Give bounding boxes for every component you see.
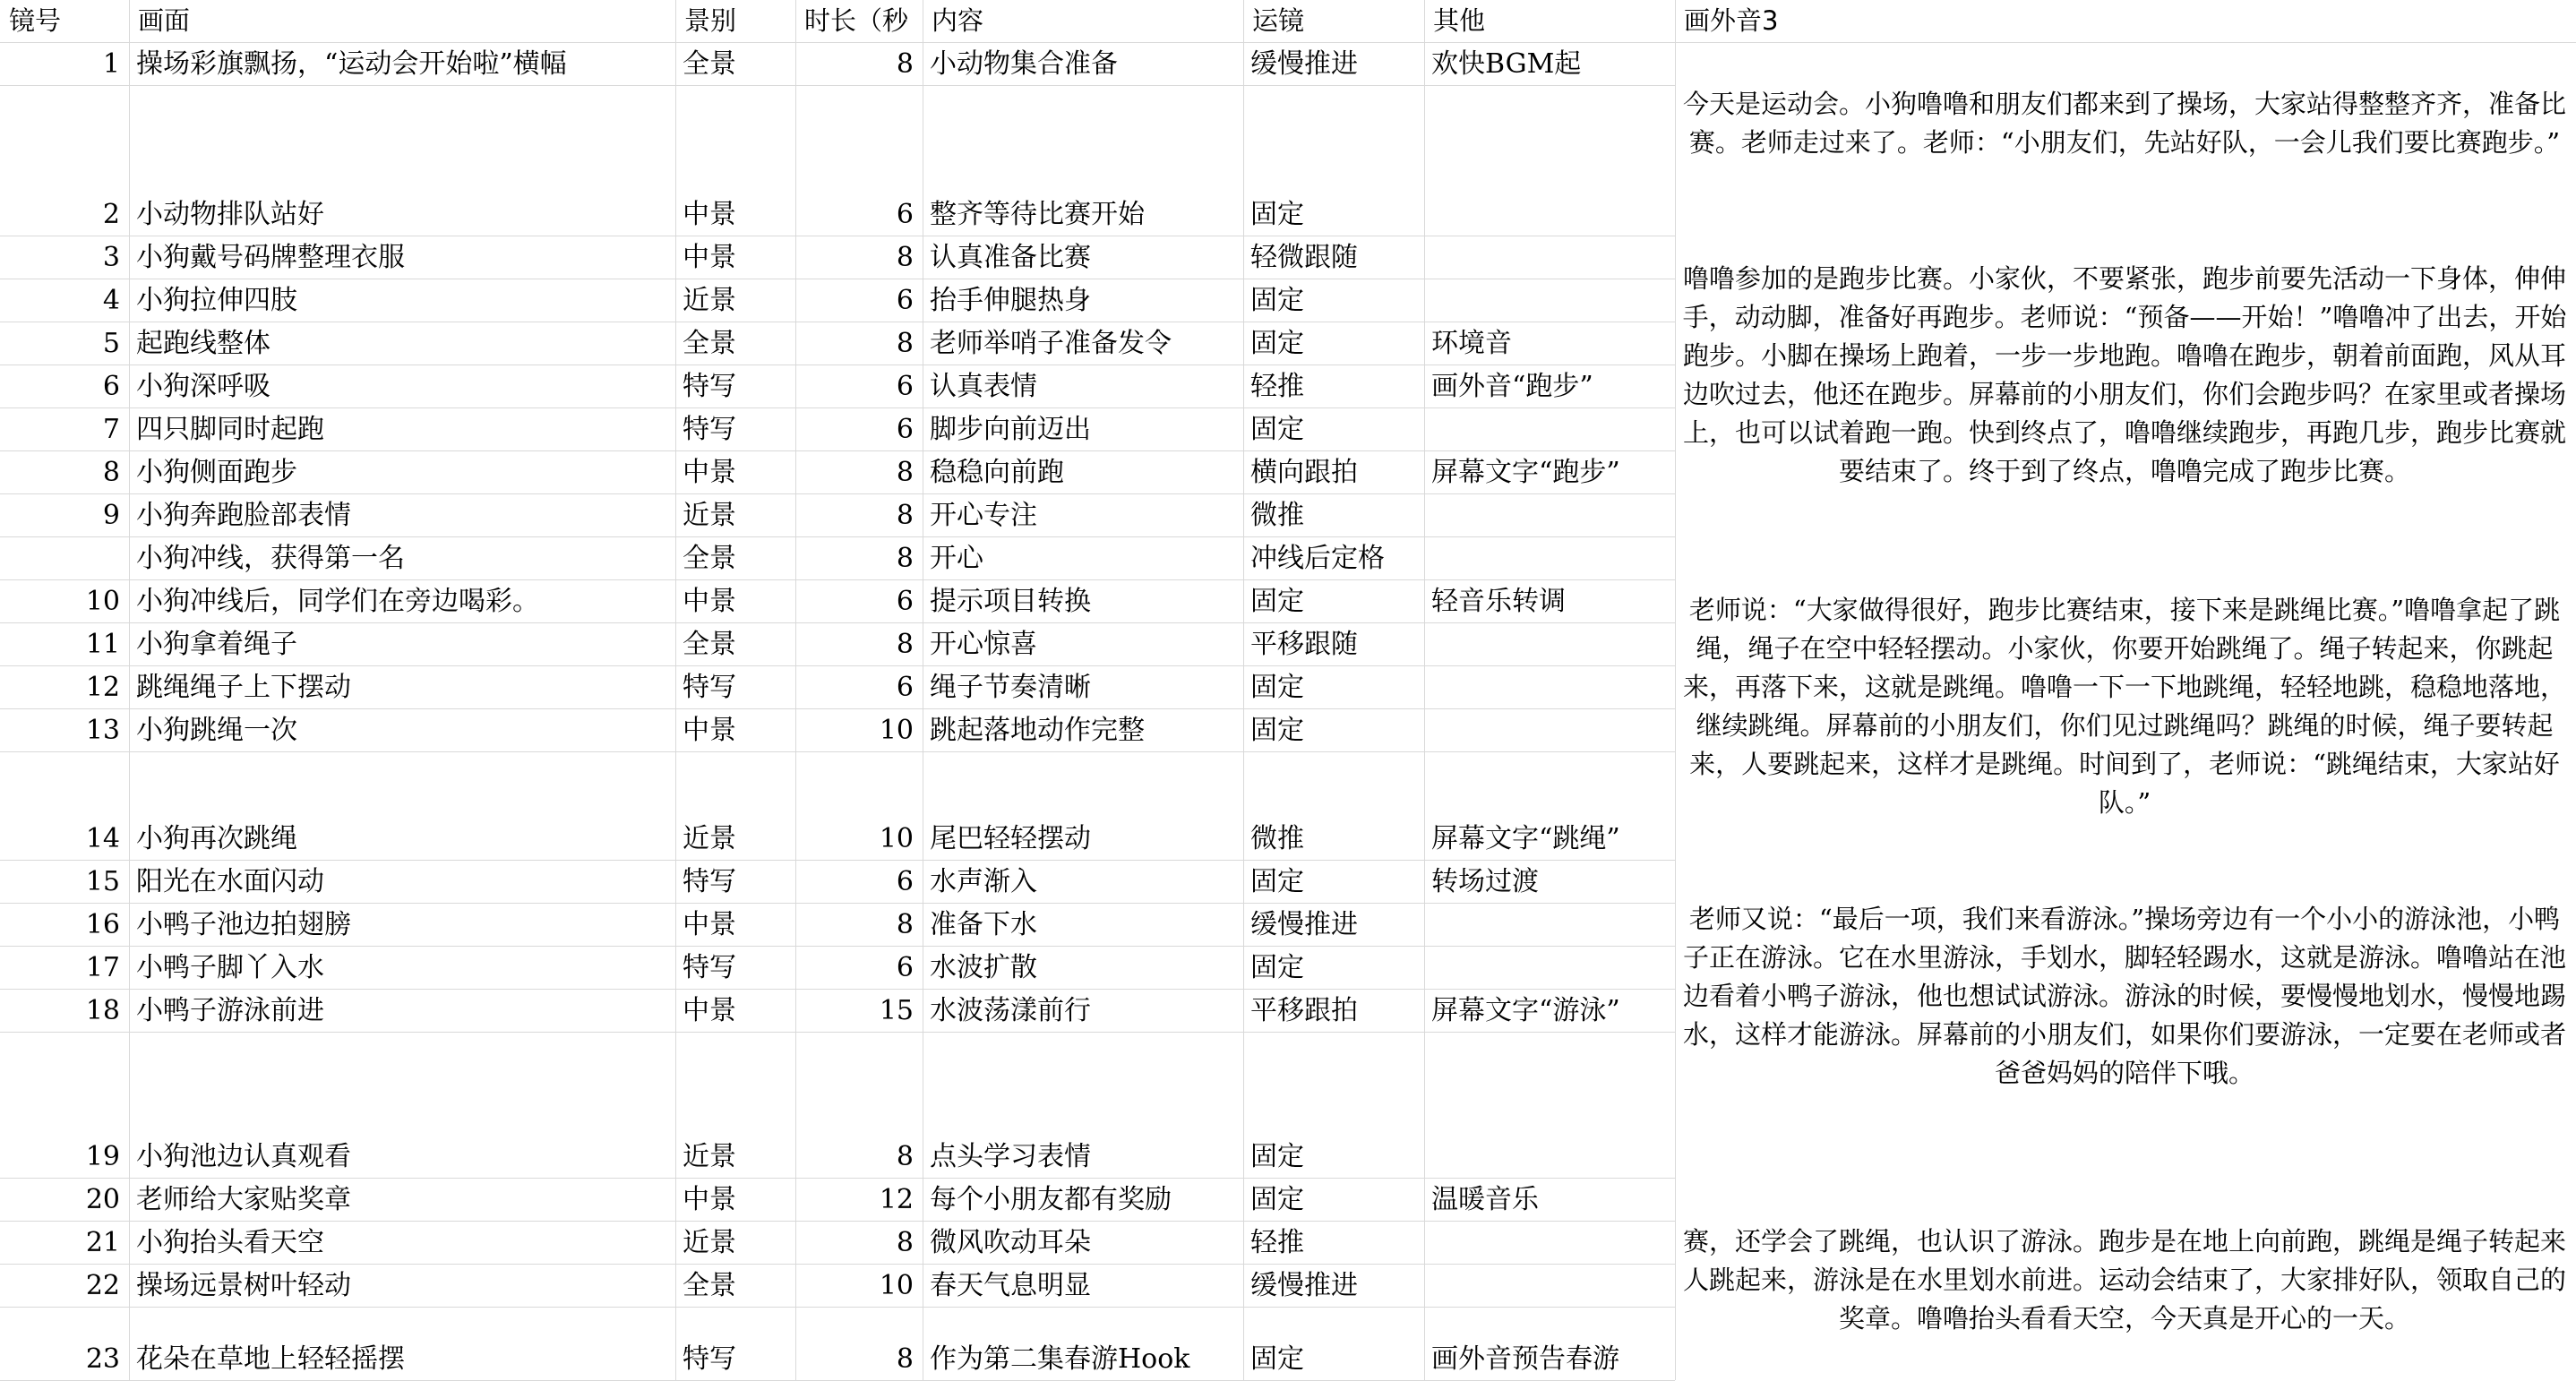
camera-cell[interactable]: 固定 bbox=[1250, 673, 1304, 703]
shot-size-cell[interactable]: 近景 bbox=[683, 501, 736, 531]
content-cell[interactable]: 认真准备比赛 bbox=[930, 243, 1091, 273]
other-cell[interactable]: 画外音预告春游 bbox=[1431, 1344, 1619, 1375]
content-cell[interactable]: 老师举哨子准备发令 bbox=[930, 329, 1172, 359]
content-cell[interactable]: 脚步向前迈出 bbox=[930, 415, 1091, 445]
row-divider bbox=[0, 708, 1675, 709]
camera-cell[interactable]: 固定 bbox=[1250, 1142, 1304, 1172]
duration-cell[interactable]: 15 bbox=[879, 996, 914, 1026]
shot-size-cell[interactable]: 中景 bbox=[683, 716, 736, 746]
other-cell[interactable]: 转场过渡 bbox=[1431, 867, 1539, 897]
duration-cell[interactable]: 8 bbox=[896, 243, 914, 273]
content-cell[interactable]: 水波扩散 bbox=[930, 953, 1037, 983]
shot-number-cell[interactable]: 5 bbox=[102, 329, 120, 359]
duration-cell[interactable]: 8 bbox=[896, 910, 914, 940]
other-cell[interactable]: 轻音乐转调 bbox=[1431, 587, 1566, 617]
camera-cell[interactable]: 缓慢推进 bbox=[1250, 1271, 1358, 1301]
camera-cell[interactable]: 横向跟拍 bbox=[1250, 458, 1358, 488]
shot-size-cell[interactable]: 近景 bbox=[683, 1228, 736, 1258]
camera-cell[interactable]: 轻微跟随 bbox=[1250, 243, 1358, 273]
shot-number-cell[interactable]: 14 bbox=[85, 824, 120, 854]
scene-cell[interactable]: 小鸭子脚丫入水 bbox=[136, 953, 324, 983]
shot-size-cell[interactable]: 中景 bbox=[683, 458, 736, 488]
scene-cell[interactable]: 起跑线整体 bbox=[136, 329, 270, 359]
other-cell[interactable]: 画外音“跑步” bbox=[1431, 372, 1593, 402]
scene-cell[interactable]: 四只脚同时起跑 bbox=[136, 415, 324, 445]
scene-cell[interactable]: 小狗冲线，获得第一名 bbox=[136, 544, 405, 574]
content-cell[interactable]: 春天气息明显 bbox=[930, 1271, 1091, 1301]
header-voiceover[interactable]: 画外音3 bbox=[1684, 5, 1779, 36]
content-cell[interactable]: 开心专注 bbox=[930, 501, 1037, 531]
duration-cell[interactable]: 6 bbox=[896, 953, 914, 983]
duration-cell[interactable]: 8 bbox=[896, 630, 914, 660]
shot-number-cell[interactable]: 12 bbox=[85, 673, 120, 703]
content-cell[interactable]: 认真表情 bbox=[930, 372, 1037, 402]
shot-number-cell[interactable]: 7 bbox=[102, 415, 120, 445]
row-divider bbox=[0, 751, 1675, 752]
camera-cell[interactable]: 轻推 bbox=[1250, 1228, 1304, 1258]
content-cell[interactable]: 开心惊喜 bbox=[930, 630, 1037, 660]
shot-size-cell[interactable]: 特写 bbox=[683, 953, 736, 983]
row-divider bbox=[0, 1032, 1675, 1033]
scene-cell[interactable]: 小狗戴号码牌整理衣服 bbox=[136, 243, 405, 273]
scene-cell[interactable]: 小狗侧面跑步 bbox=[136, 458, 297, 488]
shot-size-cell[interactable]: 近景 bbox=[683, 1142, 736, 1172]
other-cell[interactable]: 环境音 bbox=[1431, 329, 1512, 359]
duration-cell[interactable]: 6 bbox=[896, 200, 914, 230]
scene-cell[interactable]: 小动物排队站好 bbox=[136, 200, 324, 230]
shot-size-cell[interactable]: 中景 bbox=[683, 1185, 736, 1215]
row-divider bbox=[0, 450, 1675, 451]
content-cell[interactable]: 水声渐入 bbox=[930, 867, 1037, 897]
content-cell[interactable]: 点头学习表情 bbox=[930, 1142, 1091, 1172]
duration-cell[interactable]: 8 bbox=[896, 544, 914, 574]
duration-cell[interactable]: 8 bbox=[896, 1228, 914, 1258]
row-divider bbox=[0, 1307, 1675, 1308]
shot-number-cell[interactable]: 17 bbox=[85, 953, 120, 983]
content-cell[interactable]: 每个小朋友都有奖励 bbox=[930, 1185, 1172, 1215]
header-camera[interactable]: 运镜 bbox=[1252, 5, 1305, 36]
scene-cell[interactable]: 跳绳绳子上下摆动 bbox=[136, 673, 351, 703]
camera-cell[interactable]: 冲线后定格 bbox=[1250, 544, 1385, 574]
content-cell[interactable]: 作为第二集春游Hook bbox=[930, 1344, 1190, 1375]
shot-size-cell[interactable]: 中景 bbox=[683, 587, 736, 617]
row-divider bbox=[0, 1264, 1675, 1265]
row-divider bbox=[0, 665, 1675, 666]
content-cell[interactable]: 小动物集合准备 bbox=[930, 49, 1118, 80]
row-divider bbox=[0, 860, 1675, 861]
column-divider bbox=[129, 0, 130, 1380]
shot-number-cell[interactable]: 9 bbox=[102, 501, 120, 531]
camera-cell[interactable]: 缓慢推进 bbox=[1250, 49, 1358, 80]
voiceover-text[interactable]: 老师说：“大家做得很好，跑步比赛结束，接下来是跳绳比赛。”噜噜拿起了跳绳，绳子在空中轻轻摆动。小家伙，你要开始跳绳了。绳子转起来，你跳起来，再落下来，这就是跳绳。噜噜一下一下地跳绳，轻轻地跳，稳稳地落地，继续跳绳。屏幕前的小朋友们，你们见过跳绳吗？跳绳的时候，绳子要转起来，人要跳起来，这样才是跳绳。时间到了，老师说：“跳绳结束，大家站好队。” bbox=[1680, 591, 2569, 860]
shot-number-cell[interactable]: 6 bbox=[102, 372, 120, 402]
row-divider bbox=[0, 493, 1675, 494]
content-cell[interactable]: 水波荡漾前行 bbox=[930, 996, 1091, 1026]
header-duration[interactable]: 时长（秒 bbox=[804, 5, 909, 36]
content-cell[interactable]: 开心 bbox=[930, 544, 983, 574]
shot-number-cell[interactable]: 13 bbox=[85, 716, 120, 746]
scene-cell[interactable]: 老师给大家贴奖章 bbox=[136, 1185, 351, 1215]
column-divider bbox=[1424, 0, 1425, 1380]
header-shot-size[interactable]: 景别 bbox=[684, 5, 737, 36]
shot-size-cell[interactable]: 特写 bbox=[683, 1344, 736, 1375]
row-divider bbox=[0, 946, 1675, 947]
shot-size-cell[interactable]: 中景 bbox=[683, 910, 736, 940]
shot-size-cell[interactable]: 近景 bbox=[683, 824, 736, 854]
scene-cell[interactable]: 小狗抬头看天空 bbox=[136, 1228, 324, 1258]
duration-cell[interactable]: 10 bbox=[879, 716, 914, 746]
camera-cell[interactable]: 轻推 bbox=[1250, 372, 1304, 402]
camera-cell[interactable]: 固定 bbox=[1250, 1344, 1304, 1375]
voiceover-text[interactable]: 赛，还学会了跳绳，也认识了游泳。跑步是在地上向前跑，跳绳是绳子转起来人跳起来，游泳是在水里划水前进。运动会结束了，大家排好队，领取自己的奖章。噜噜抬头看看天空，今天真是开心的一天。 bbox=[1680, 1222, 2569, 1380]
shot-number-cell[interactable]: 1 bbox=[102, 49, 120, 80]
shot-size-cell[interactable]: 特写 bbox=[683, 372, 736, 402]
shot-size-cell[interactable]: 特写 bbox=[683, 867, 736, 897]
duration-cell[interactable]: 6 bbox=[896, 415, 914, 445]
duration-cell[interactable]: 6 bbox=[896, 673, 914, 703]
camera-cell[interactable]: 固定 bbox=[1250, 953, 1304, 983]
content-cell[interactable]: 抬手伸腿热身 bbox=[930, 286, 1091, 316]
camera-cell[interactable]: 平移跟随 bbox=[1250, 630, 1358, 660]
shot-number-cell[interactable]: 11 bbox=[85, 630, 120, 660]
row-divider bbox=[0, 1221, 1675, 1222]
scene-cell[interactable]: 小鸭子游泳前进 bbox=[136, 996, 324, 1026]
column-divider bbox=[795, 0, 796, 1380]
scene-cell[interactable]: 操场彩旗飘扬，“运动会开始啦”横幅 bbox=[136, 49, 567, 80]
content-cell[interactable]: 整齐等待比赛开始 bbox=[930, 200, 1145, 230]
camera-cell[interactable]: 固定 bbox=[1250, 1185, 1304, 1215]
content-cell[interactable]: 提示项目转换 bbox=[930, 587, 1091, 617]
scene-cell[interactable]: 小狗池边认真观看 bbox=[136, 1142, 351, 1172]
shot-number-cell[interactable]: 18 bbox=[85, 996, 120, 1026]
shot-size-cell[interactable]: 特写 bbox=[683, 415, 736, 445]
content-cell[interactable]: 绳子节奏清晰 bbox=[930, 673, 1091, 703]
column-divider bbox=[1675, 0, 1676, 1380]
scene-cell[interactable]: 小狗深呼吸 bbox=[136, 372, 270, 402]
shot-number-cell[interactable]: 3 bbox=[102, 243, 120, 273]
header-divider bbox=[1675, 42, 2576, 43]
shot-number-cell[interactable]: 21 bbox=[85, 1228, 120, 1258]
duration-cell[interactable]: 6 bbox=[896, 286, 914, 316]
content-cell[interactable]: 稳稳向前跑 bbox=[930, 458, 1064, 488]
content-cell[interactable]: 准备下水 bbox=[930, 910, 1037, 940]
scene-cell[interactable]: 小狗跳绳一次 bbox=[136, 716, 297, 746]
header-content[interactable]: 内容 bbox=[932, 5, 984, 36]
duration-cell[interactable]: 12 bbox=[879, 1185, 914, 1215]
camera-cell[interactable]: 固定 bbox=[1250, 415, 1304, 445]
row-divider bbox=[0, 407, 1675, 408]
shot-size-cell[interactable]: 中景 bbox=[683, 200, 736, 230]
duration-cell[interactable]: 8 bbox=[896, 501, 914, 531]
duration-cell[interactable]: 8 bbox=[896, 329, 914, 359]
scene-cell[interactable]: 阳光在水面闪动 bbox=[136, 867, 324, 897]
other-cell[interactable]: 欢快BGM起 bbox=[1431, 49, 1582, 80]
other-cell[interactable]: 温暖音乐 bbox=[1431, 1185, 1539, 1215]
row-divider bbox=[0, 536, 1675, 537]
scene-cell[interactable]: 小狗拿着绳子 bbox=[136, 630, 297, 660]
shot-number-cell[interactable]: 4 bbox=[102, 286, 120, 316]
header-scene[interactable]: 画面 bbox=[138, 5, 191, 36]
camera-cell[interactable]: 微推 bbox=[1250, 501, 1304, 531]
shot-number-cell[interactable]: 10 bbox=[85, 587, 120, 617]
shot-size-cell[interactable]: 全景 bbox=[683, 1271, 736, 1301]
row-divider bbox=[0, 989, 1675, 990]
shot-number-cell[interactable]: 8 bbox=[102, 458, 120, 488]
header-shot-no[interactable]: 镜号 bbox=[9, 5, 62, 36]
column-divider bbox=[1243, 0, 1244, 1380]
duration-cell[interactable]: 10 bbox=[879, 824, 914, 854]
shot-size-cell[interactable]: 全景 bbox=[683, 49, 736, 80]
row-divider bbox=[0, 903, 1675, 904]
row-divider bbox=[0, 622, 1675, 623]
row-divider bbox=[0, 42, 1675, 43]
shot-size-cell[interactable]: 中景 bbox=[683, 996, 736, 1026]
voiceover-text[interactable]: 老师又说：“最后一项，我们来看游泳。”操场旁边有一个小小的游泳池，小鸭子正在游泳。它在水里游泳，手划水，脚轻轻踢水，这就是游泳。噜噜站在池边看着小鸭子游泳，他也想试试游泳。游泳的时候，要慢慢地划水，慢慢地踢水，这样才能游泳。屏幕前的小朋友们，如果你们要游泳，一定要在老师或者爸爸妈妈的陪伴下哦。 bbox=[1680, 900, 2569, 1178]
shot-number-cell[interactable]: 16 bbox=[85, 910, 120, 940]
scene-cell[interactable]: 小狗再次跳绳 bbox=[136, 824, 297, 854]
duration-cell[interactable]: 8 bbox=[896, 49, 914, 80]
row-divider bbox=[0, 1178, 1675, 1179]
shot-number-cell[interactable]: 19 bbox=[85, 1142, 120, 1172]
duration-cell[interactable]: 10 bbox=[879, 1271, 914, 1301]
duration-cell[interactable]: 8 bbox=[896, 1344, 914, 1375]
scene-cell[interactable]: 小鸭子池边拍翅膀 bbox=[136, 910, 351, 940]
content-cell[interactable]: 尾巴轻轻摆动 bbox=[930, 824, 1091, 854]
camera-cell[interactable]: 固定 bbox=[1250, 329, 1304, 359]
other-cell[interactable]: 屏幕文字“游泳” bbox=[1431, 996, 1620, 1026]
shot-size-cell[interactable]: 特写 bbox=[683, 673, 736, 703]
duration-cell[interactable]: 6 bbox=[896, 372, 914, 402]
duration-cell[interactable]: 6 bbox=[896, 587, 914, 617]
shot-size-cell[interactable]: 全景 bbox=[683, 630, 736, 660]
scene-cell[interactable]: 小狗奔跑脸部表情 bbox=[136, 501, 351, 531]
camera-cell[interactable]: 缓慢推进 bbox=[1250, 910, 1358, 940]
shot-number-cell[interactable]: 15 bbox=[85, 867, 120, 897]
camera-cell[interactable]: 微推 bbox=[1250, 824, 1304, 854]
column-divider bbox=[675, 0, 676, 1380]
shot-number-cell[interactable]: 2 bbox=[102, 200, 120, 230]
duration-cell[interactable]: 8 bbox=[896, 1142, 914, 1172]
header-other[interactable]: 其他 bbox=[1433, 5, 1486, 36]
camera-cell[interactable]: 固定 bbox=[1250, 867, 1304, 897]
shot-number-cell[interactable]: 20 bbox=[85, 1185, 120, 1215]
camera-cell[interactable]: 固定 bbox=[1250, 286, 1304, 316]
duration-cell[interactable]: 6 bbox=[896, 867, 914, 897]
shot-number-cell[interactable]: 23 bbox=[85, 1344, 120, 1375]
content-cell[interactable]: 跳起落地动作完整 bbox=[930, 716, 1145, 746]
shot-size-cell[interactable]: 全景 bbox=[683, 544, 736, 574]
row-divider bbox=[0, 85, 1675, 86]
camera-cell[interactable]: 平移跟拍 bbox=[1250, 996, 1358, 1026]
scene-cell[interactable]: 操场远景树叶轻动 bbox=[136, 1271, 351, 1301]
duration-cell[interactable]: 8 bbox=[896, 458, 914, 488]
other-cell[interactable]: 屏幕文字“跳绳” bbox=[1431, 824, 1620, 854]
content-cell[interactable]: 微风吹动耳朵 bbox=[930, 1228, 1091, 1258]
scene-cell[interactable]: 花朵在草地上轻轻摇摆 bbox=[136, 1344, 405, 1375]
other-cell[interactable]: 屏幕文字“跑步” bbox=[1431, 458, 1620, 488]
shot-size-cell[interactable]: 全景 bbox=[683, 329, 736, 359]
shot-size-cell[interactable]: 中景 bbox=[683, 243, 736, 273]
camera-cell[interactable]: 固定 bbox=[1250, 716, 1304, 746]
shot-number-cell[interactable]: 22 bbox=[85, 1271, 120, 1301]
scene-cell[interactable]: 小狗冲线后，同学们在旁边喝彩。 bbox=[136, 587, 539, 617]
row-divider bbox=[0, 579, 1675, 580]
shot-size-cell[interactable]: 近景 bbox=[683, 286, 736, 316]
camera-cell[interactable]: 固定 bbox=[1250, 587, 1304, 617]
camera-cell[interactable]: 固定 bbox=[1250, 200, 1304, 230]
voiceover-text[interactable]: 噜噜参加的是跑步比赛。小家伙，不要紧张，跑步前要先活动一下身体，伸伸手，动动脚，准备好再跑步。老师说：“预备——开始！”噜噜冲了出去，开始跑步。小脚在操场上跑着，一步一步地跑。噜噜在跑步，朝着前面跑，风从耳边吹过去，他还在跑步。屏幕前的小朋友们，你们会跑步吗？在家里或者操场上，也可以试着跑一跑。快到终点了，噜噜继续跑步，再跑几步，跑步比赛就要结束了。终于到了终点，噜噜完成了跑步比赛。 bbox=[1680, 260, 2569, 591]
voiceover-text[interactable]: 今天是运动会。小狗噜噜和朋友们都来到了操场，大家站得整整齐齐，准备比赛。老师走过来了。老师：“小朋友们，先站好队，一会儿我们要比赛跑步。” bbox=[1680, 85, 2569, 236]
scene-cell[interactable]: 小狗拉伸四肢 bbox=[136, 286, 297, 316]
